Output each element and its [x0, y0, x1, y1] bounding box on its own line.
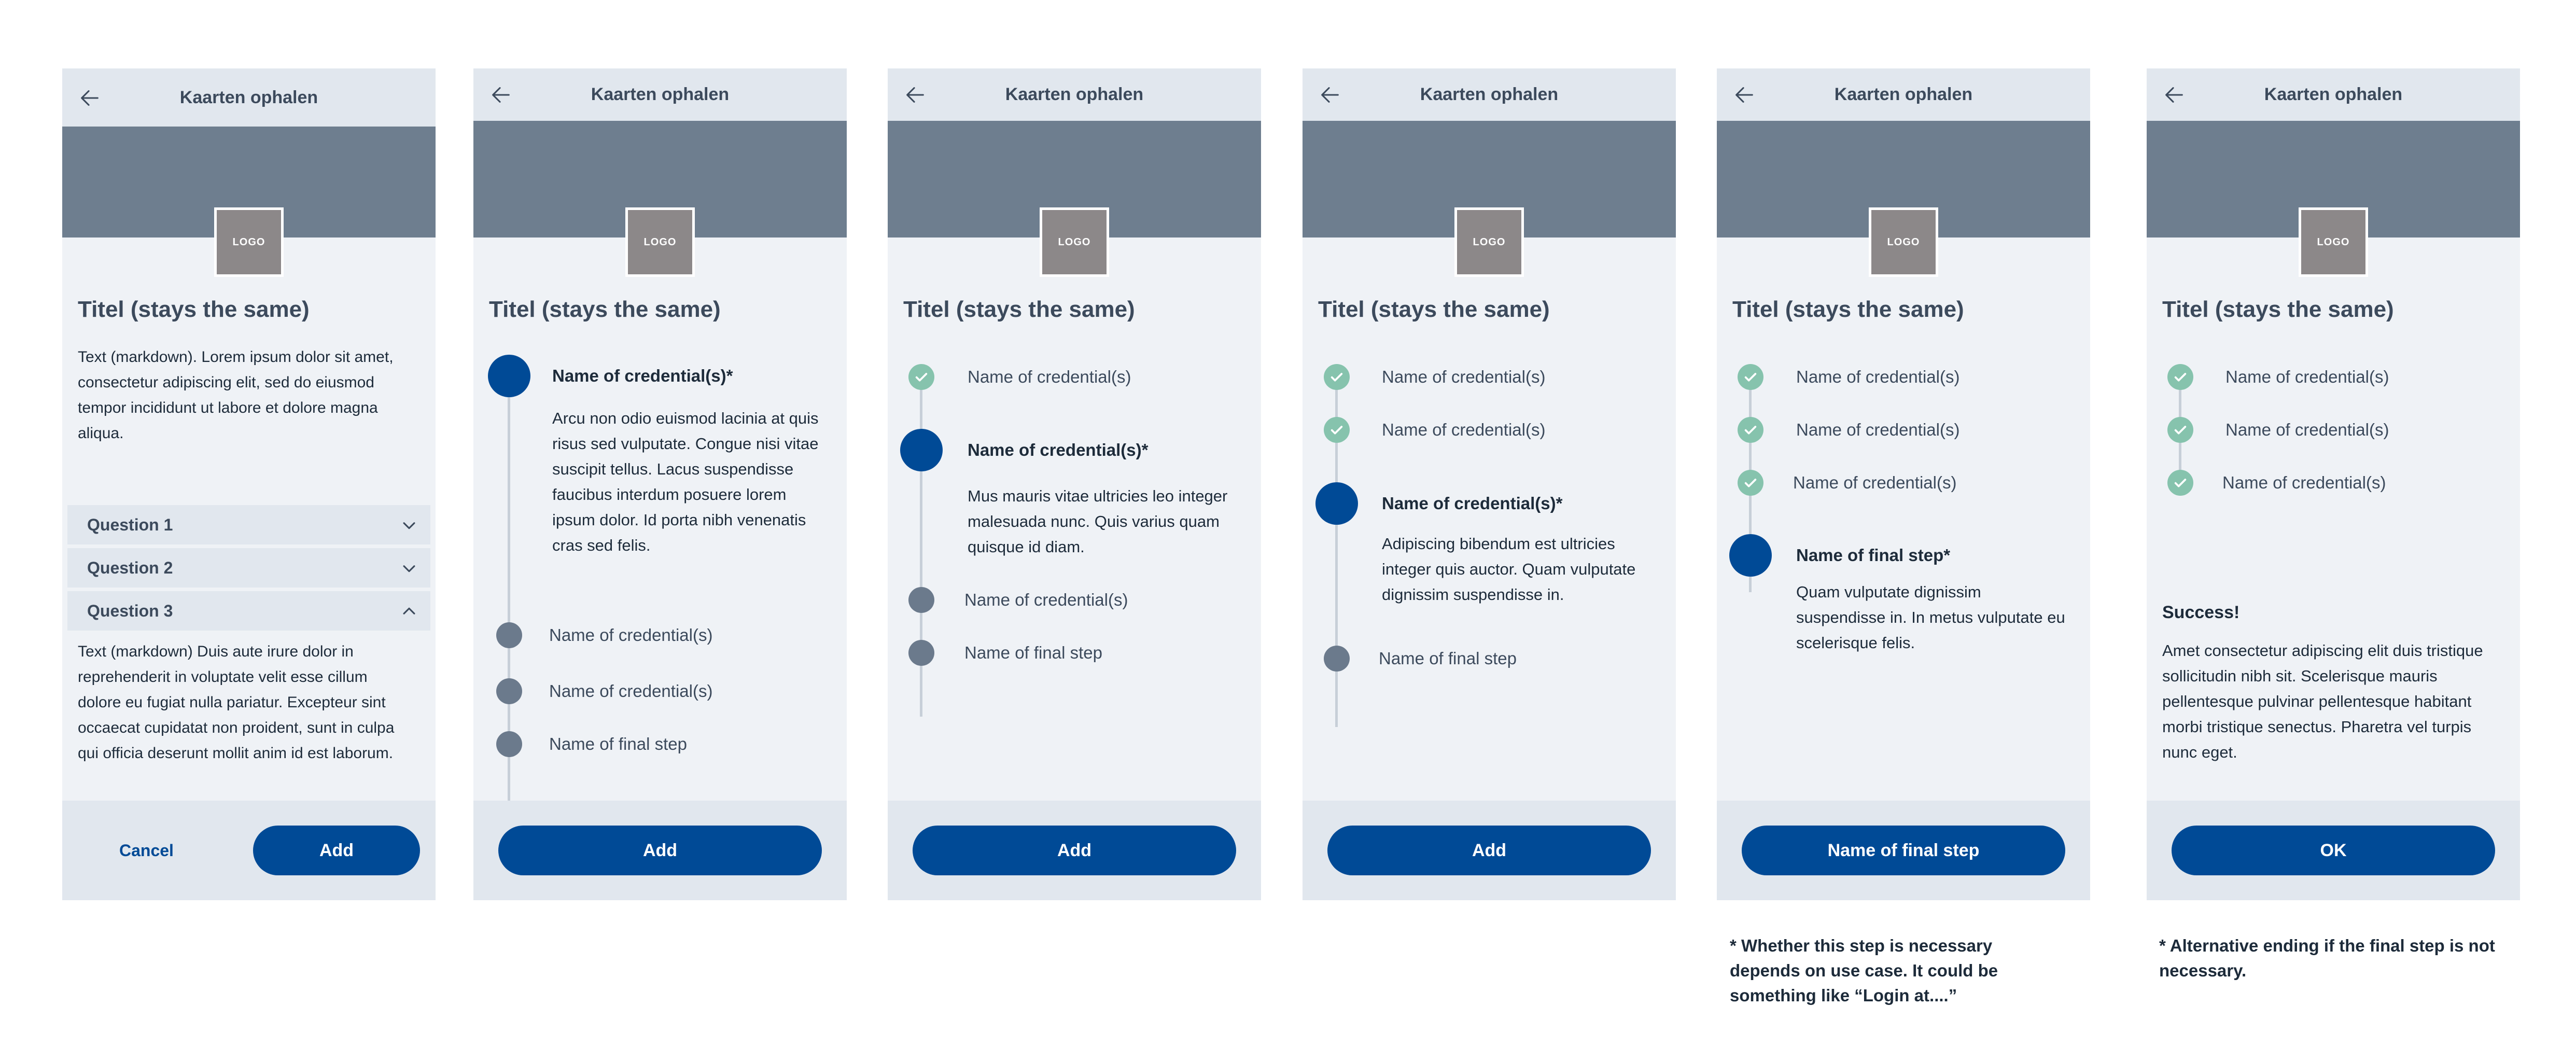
- step-label: Name of credential(s): [1793, 473, 1957, 492]
- step-label: Name of credential(s): [1382, 367, 1546, 386]
- bottom-bar: [62, 801, 436, 900]
- checkmark-icon: [1742, 422, 1759, 438]
- checkmark-icon: [1328, 369, 1345, 385]
- intro-text: Text (markdown). Lorem ipsum dolor sit amet, consectetur adipiscing elit, sed do eiusmod tempor incididunt ut labore et dolore magna aliqua.: [78, 348, 394, 442]
- chevron-up-icon: [400, 603, 418, 620]
- logo: LOGO: [214, 207, 284, 277]
- step-label: Name of final step: [964, 643, 1102, 662]
- page-title: Kaarten ophalen: [1005, 85, 1144, 104]
- step-indicator-active: [488, 355, 530, 397]
- logo: LOGO: [625, 207, 695, 277]
- step-indicator-done: [1324, 364, 1350, 390]
- checkmark-icon: [2172, 474, 2189, 491]
- screen-4-step-3: [1303, 68, 1676, 900]
- step-description: Mus mauris vitae ultricies leo integer malesuada nunc. Quis varius quam quisque id diam.: [968, 487, 1228, 556]
- success-title: Success!: [2162, 603, 2240, 622]
- top-bar: [888, 68, 1261, 121]
- step-indicator-future: [908, 587, 934, 613]
- screen-1-intro: [62, 68, 436, 900]
- logo: LOGO: [1454, 207, 1524, 277]
- faq-question-label: Question 3: [87, 602, 173, 620]
- step-label-active: Name of credential(s)*: [552, 366, 733, 385]
- add-button[interactable]: Add: [498, 826, 822, 875]
- top-bar: [2147, 68, 2520, 121]
- screen-2-step-1: [473, 68, 847, 900]
- top-bar: [473, 68, 847, 121]
- content-title: Titel (stays the same): [1318, 297, 1550, 322]
- step-label: Name of credential(s): [2225, 367, 2389, 386]
- checkmark-icon: [913, 369, 930, 385]
- step-description: Quam vulputate dignissim suspendisse in. In metus vulputate eu scelerisque felis.: [1796, 583, 2065, 652]
- step-indicator-done: [2167, 470, 2193, 496]
- step-label: Name of credential(s): [549, 681, 713, 701]
- step-indicator-done: [1738, 417, 1763, 443]
- bottom-bar: [473, 801, 847, 900]
- top-bar: [62, 68, 436, 127]
- bottom-bar: [2147, 801, 2520, 900]
- step-indicator-done: [2167, 364, 2193, 390]
- step-label-active: Name of credential(s)*: [1382, 494, 1563, 513]
- add-button[interactable]: Add: [913, 826, 1236, 875]
- step-indicator-active: [1315, 482, 1358, 525]
- step-label: Name of credential(s): [2225, 420, 2389, 439]
- final-step-button[interactable]: Name of final step: [1742, 826, 2065, 875]
- step-label: Name of credential(s): [1382, 420, 1546, 439]
- add-button[interactable]: Add: [1327, 826, 1651, 875]
- step-label: Name of credential(s): [968, 367, 1131, 386]
- step-description: Adipiscing bibendum est ultricies integer quis auctor. Quam vulputate dignissim suspendisse in.: [1382, 535, 1636, 604]
- chevron-down-icon: [400, 560, 418, 577]
- checkmark-icon: [1328, 422, 1345, 438]
- content-title: Titel (stays the same): [903, 297, 1135, 322]
- content-title: Titel (stays the same): [1732, 297, 1964, 322]
- page-title: Kaarten ophalen: [179, 88, 318, 107]
- step-indicator-active: [1729, 534, 1772, 577]
- step-label: Name of credential(s): [549, 625, 713, 645]
- footnote-final-step: * Whether this step is necessary depends on use case. It could be something like “Login at....”: [1730, 936, 1998, 1005]
- footnote-alternative-ending: * Alternative ending if the final step is not necessary.: [2159, 936, 2495, 980]
- faq-question-3[interactable]: [67, 591, 430, 631]
- faq-question-1[interactable]: [67, 505, 430, 544]
- screen-3-step-2: [888, 68, 1261, 900]
- step-indicator-done: [908, 364, 934, 390]
- checkmark-icon: [2172, 422, 2189, 438]
- logo: LOGO: [1869, 207, 1938, 277]
- page-title: Kaarten ophalen: [1834, 85, 1973, 104]
- step-label-active: Name of final step*: [1796, 546, 1951, 565]
- logo: LOGO: [2299, 207, 2368, 277]
- step-indicator-future: [496, 622, 522, 648]
- step-indicator-future: [496, 731, 522, 757]
- faq-answer: Text (markdown) Duis aute irure dolor in reprehenderit in voluptate velit esse cillum dolore eu fugiat nulla pariatur. Excepteur sint occaecat cupidatat non proident, sunt in culpa qui officia deserunt mollit anim id est laborum.: [78, 643, 395, 762]
- step-indicator-done: [1738, 470, 1763, 496]
- content-title: Titel (stays the same): [489, 297, 721, 322]
- step-label-active: Name of credential(s)*: [968, 440, 1149, 459]
- checkmark-icon: [2172, 369, 2189, 385]
- ok-button[interactable]: OK: [2172, 826, 2495, 875]
- add-button[interactable]: Add: [253, 826, 420, 875]
- faq-question-label: Question 2: [87, 558, 173, 577]
- bottom-bar: [1717, 801, 2090, 900]
- step-indicator-future: [1324, 646, 1350, 672]
- step-description: Arcu non odio euismod lacinia at quis risus sed vulputate. Congue nisi vitae suscipit tellus. Lacus suspendisse faucibus interdum posuere lorem ipsum dolor. Id porta nibh venenatis cras sed felis.: [552, 409, 819, 554]
- content-title: Titel (stays the same): [2162, 297, 2394, 322]
- step-label: Name of credential(s): [2222, 473, 2386, 492]
- step-indicator-active: [900, 429, 943, 471]
- logo: LOGO: [1040, 207, 1109, 277]
- faq-question-label: Question 1: [87, 515, 173, 534]
- step-label: Name of final step: [549, 734, 687, 753]
- bottom-bar: [888, 801, 1261, 900]
- chevron-down-icon: [400, 516, 418, 534]
- page-title: Kaarten ophalen: [1420, 85, 1559, 104]
- step-label: Name of credential(s): [1796, 420, 1960, 439]
- bottom-bar: [1303, 801, 1676, 900]
- step-indicator-done: [1324, 417, 1350, 443]
- success-text: Amet consectetur adipiscing elit duis tristique sollicitudin nibh sit. Scelerisque mauris pellentesque pulvinar pellentesque habitant morbi tristique senectus. Pharetra vel turpis nunc eget.: [2162, 641, 2483, 761]
- step-indicator-done: [1738, 364, 1763, 390]
- page-title: Kaarten ophalen: [591, 85, 730, 104]
- page-title: Kaarten ophalen: [2264, 85, 2403, 104]
- checkmark-icon: [1742, 369, 1759, 385]
- step-indicator-future: [908, 640, 934, 666]
- step-indicator-done: [2167, 417, 2193, 443]
- faq-question-2[interactable]: [67, 548, 430, 588]
- step-label: Name of credential(s): [1796, 367, 1960, 386]
- screen-6-success: [2147, 68, 2520, 900]
- screen-5-final-step: [1717, 68, 2090, 900]
- top-bar: [1303, 68, 1676, 121]
- content-title: Titel (stays the same): [78, 297, 310, 322]
- step-label: Name of credential(s): [964, 590, 1128, 609]
- cancel-button[interactable]: Cancel: [119, 841, 174, 860]
- step-indicator-future: [496, 678, 522, 704]
- checkmark-icon: [1742, 474, 1759, 491]
- step-label: Name of final step: [1379, 649, 1517, 668]
- top-bar: [1717, 68, 2090, 121]
